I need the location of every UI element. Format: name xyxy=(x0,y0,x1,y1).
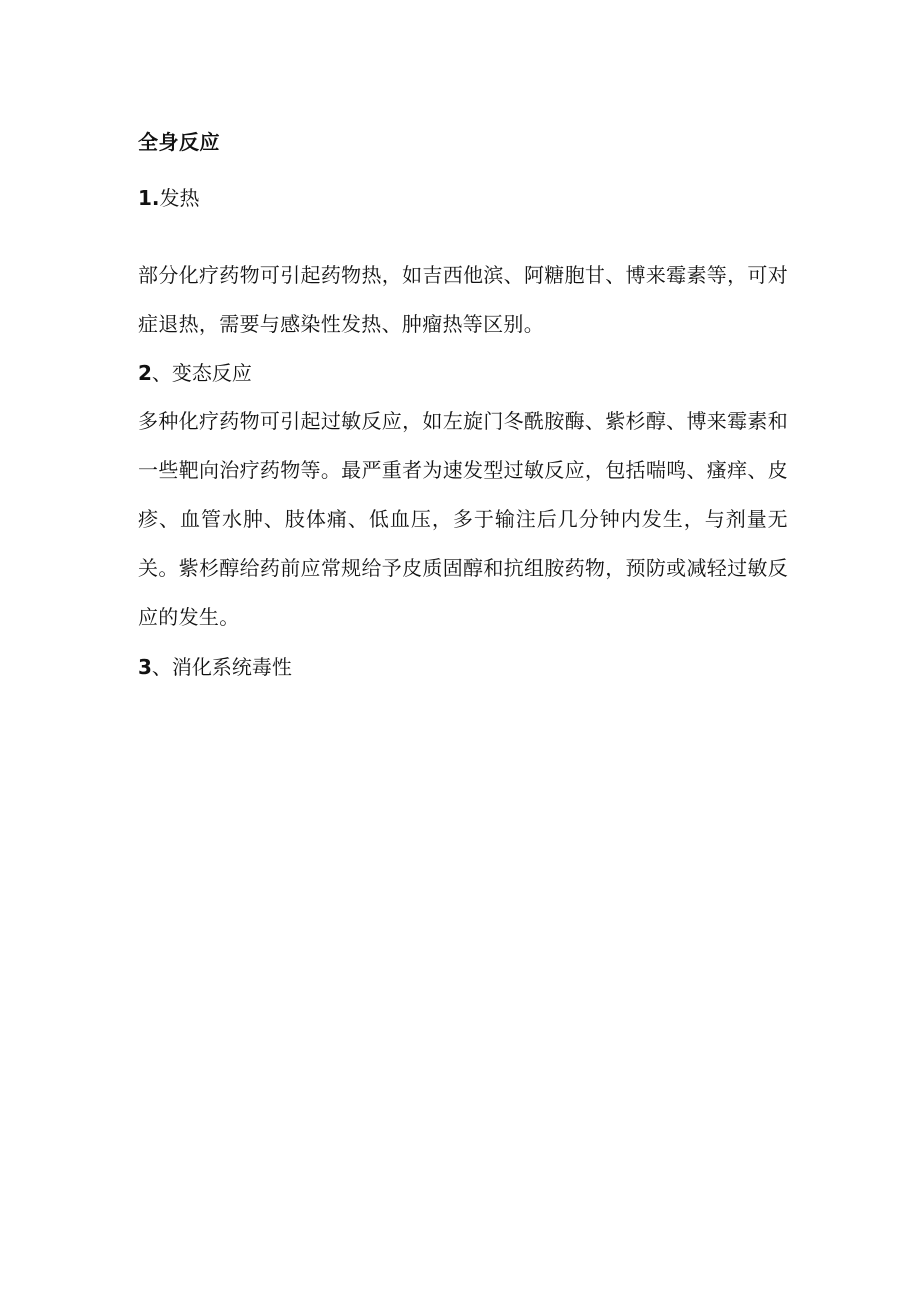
subsection-title-text: 、变态反应 xyxy=(151,361,252,385)
subsection-title-fever xyxy=(138,182,788,214)
subsection-number: 1. xyxy=(138,186,160,210)
subsection-title-text: 发热 xyxy=(159,186,200,210)
subsection-title-text: 、消化系统毒性 xyxy=(151,655,292,679)
subsection-title-allergy xyxy=(138,357,788,389)
paragraph-fever: 部分化疗药物可引起药物热，如吉西他滨、阿糖胞甘、博来霉素等，可对症退热，需要与感染性发热、肿瘤热等区别。 xyxy=(138,263,788,336)
subsection-number: 2 xyxy=(138,361,152,385)
document-content xyxy=(138,126,788,683)
subsection-number: 3 xyxy=(138,655,152,679)
paragraph-allergy: 多种化疗药物可引起过敏反应，如左旋门冬酰胺酶、紫杉醇、博来霉素和一些靶向治疗药物等。最严重者为速发型过敏反应，包括喘鸣、瘙痒、皮疹、血管水肿、肢体痛、低血压，多于输注后几分钟内发生，与剂量无关。紫杉醇给药前应常规给予皮质固醇和抗组胺药物，预防或减轻过敏反应的发生。 xyxy=(138,409,788,629)
subsection-title-digestive xyxy=(138,651,788,683)
section-heading: 全身反应 xyxy=(138,130,220,154)
